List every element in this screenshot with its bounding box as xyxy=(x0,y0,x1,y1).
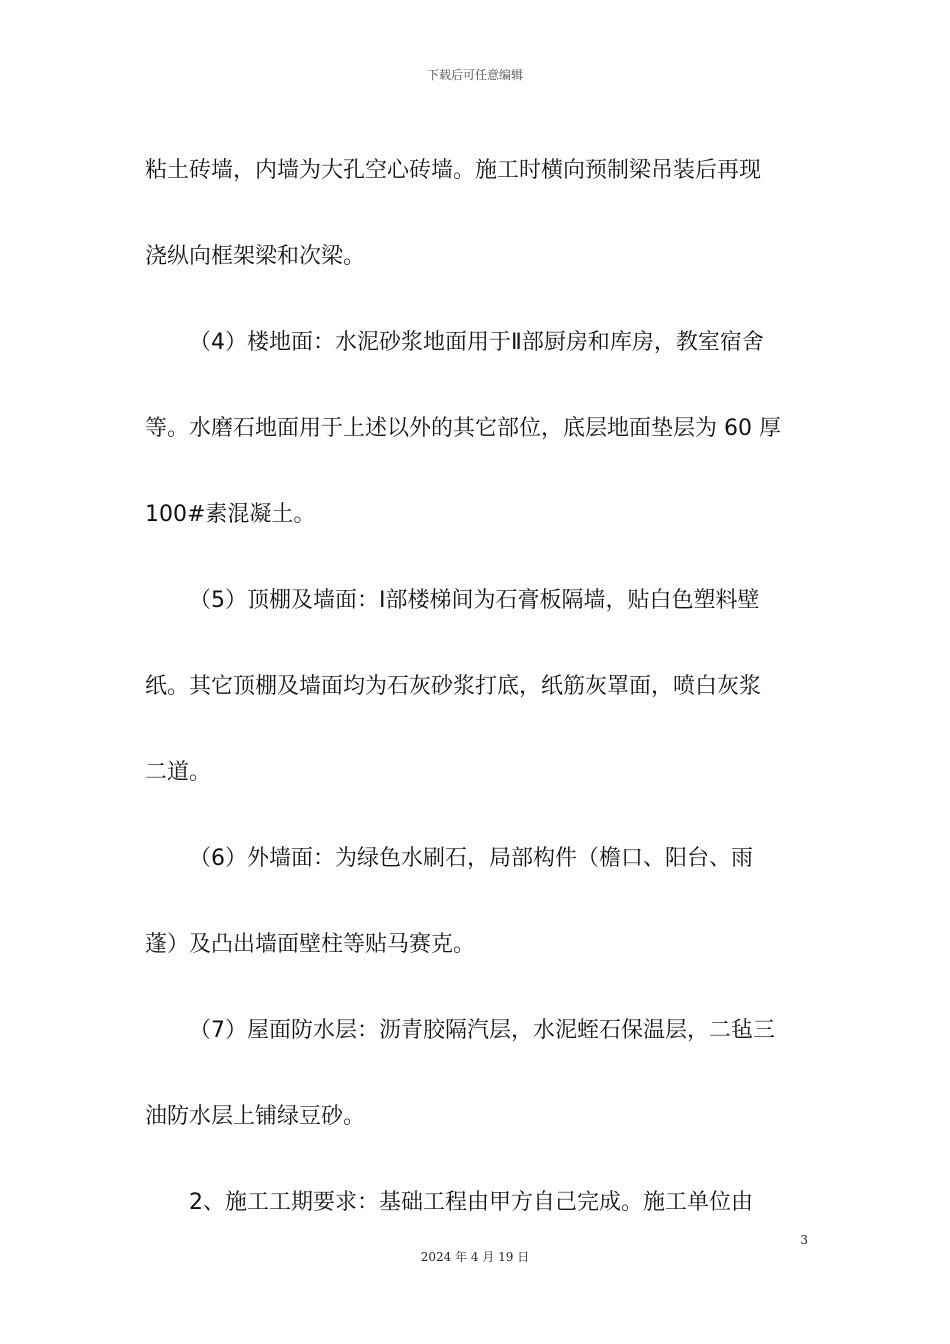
text-line: 纸。其它顶棚及墙面均为石灰砂浆打底，纸筋灰罩面，喷白灰浆 xyxy=(145,674,762,699)
text-line: （7）屋面防水层：沥青胶隔汽层，水泥蛭石保温层，二毡三 xyxy=(189,1018,775,1043)
footer-date: 2024 年 4 月 19 日 xyxy=(420,1250,530,1264)
text-line: 蓬）及凸出墙面壁柱等贴马赛克。 xyxy=(145,932,476,957)
page-header: 下载后可任意编辑 xyxy=(426,68,523,82)
text-line: 100#素混凝土。 xyxy=(145,502,316,527)
text-line: 油防水层上铺绿豆砂。 xyxy=(145,1104,366,1129)
page-number: 3 xyxy=(800,1233,808,1247)
body-text xyxy=(145,128,807,1246)
text-line: 二道。 xyxy=(145,760,212,785)
text-line: 浇纵向框架梁和次梁。 xyxy=(145,244,366,269)
text-line: （5）顶棚及墙面：Ⅰ部楼梯间为石膏板隔墙，贴白色塑料壁 xyxy=(189,588,760,613)
text-line: 粘土砖墙，内墙为大孔空心砖墙。施工时横向预制梁吊装后再现 xyxy=(145,158,762,183)
text-line: （6）外墙面：为绿色水刷石，局部构件（檐口、阳台、雨 xyxy=(189,846,753,871)
text-line: 2、施工工期要求：基础工程由甲方自己完成。施工单位由 xyxy=(189,1190,753,1215)
text-line: （4）楼地面：水泥砂浆地面用于Ⅱ部厨房和库房，教室宿舍 xyxy=(189,330,764,355)
text-line: 等。水磨石地面用于上述以外的其它部位，底层地面垫层为 60 厚 xyxy=(145,416,781,441)
